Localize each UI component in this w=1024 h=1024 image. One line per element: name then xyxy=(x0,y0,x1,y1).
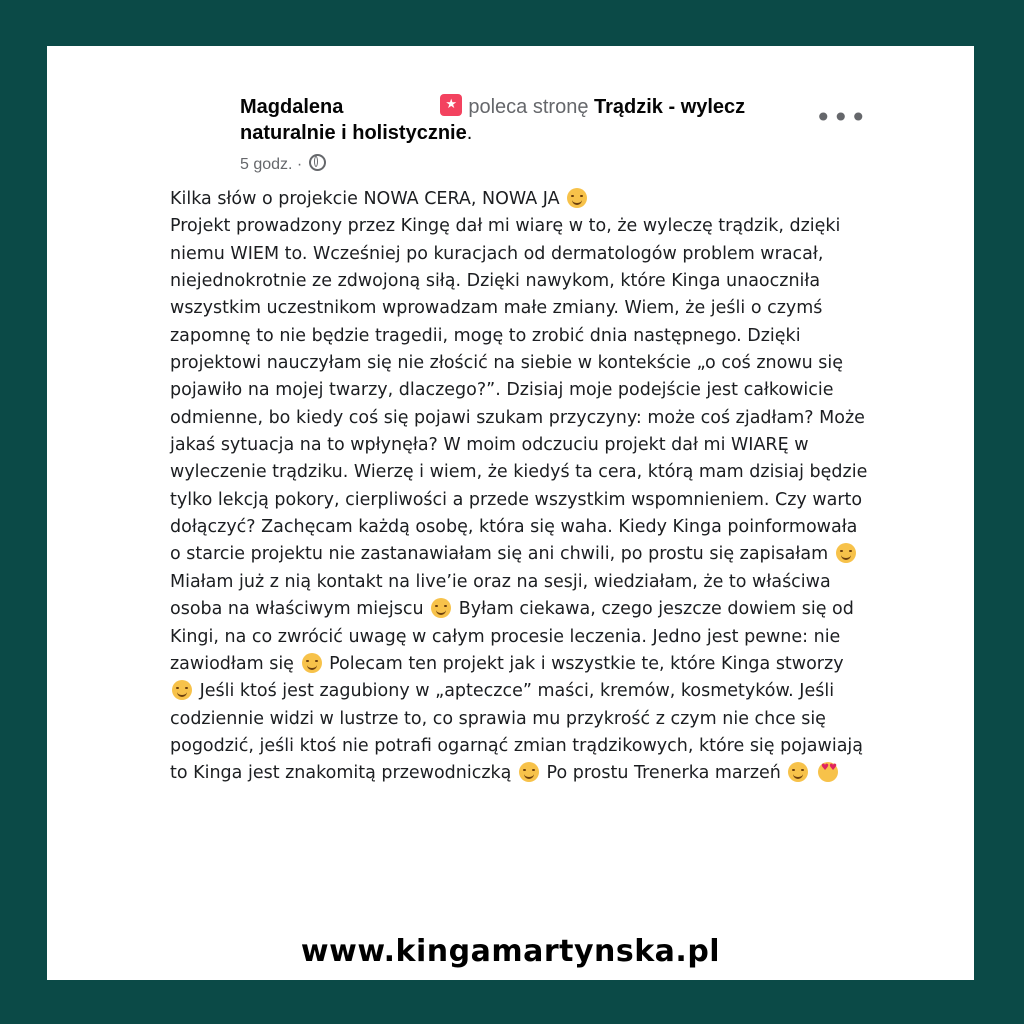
post-text-paragraph xyxy=(170,213,870,787)
text-segment: Jeśli ktoś jest zagubiony w „apteczce” maści, kremów, kosmetyków. Jeśli codziennie widzi w lustrze to, co sprawia mu przykrość z czym nie chce się pogodzić, jeśli ktoś nie potrafi ogarnąć zmian trądzikowych, które się pojawiają to Kinga jest znakomitą przewodniczką xyxy=(170,681,864,784)
recommend-icon xyxy=(440,94,462,116)
author-name[interactable]: Magdalena xyxy=(240,96,344,118)
heart-eyes-emoji xyxy=(818,762,838,782)
page-name-line1: Trądzik - wylecz xyxy=(594,96,746,118)
smiling-face-emoji xyxy=(431,598,451,618)
text-segment: Projekt prowadzony przez Kingę dał mi wiarę w to, że wyleczę trądzik, dzięki niemu WIEM to. Wcześniej po kuracjach od dermatologów problem wracał, niejednokrotnie ze zdwojoną siłą. Dzięki nawykom, które Kinga unaoczniła wszystkim uczestnikom wprowadzam małe zmiany. Wiem, że jeśli o czymś zapomnę to nie będzie tragedii, mogę to zrobić dnia następnego. Dzięki projektowi nauczyłam się nie złościć na siebie w kontekście „o coś znowu się pojawiło na mojej twarzy, dlaczego?”. Dzisiaj moje podejście jest całkowicie odmienne, bo kiedy coś się pojawi szukam przyczyny: może coś zjadłam? Może jakaś sytuacja na to wpłynęła? W moim odczuciu projekt dał mi WIARĘ w wyleczenie trądziku. Wierzę i wiem, że kiedyś ta cera, którą mam dzisiaj będzie tylko lekcją pokory, cierpliwości a przede wszystkim wspomnieniem. Czy warto dołączyć? Zachęcam każdą osobę, która się waha. Kiedy Kinga poinformowała o starcie projektu nie zastanawiałam się ani chwili, po prostu się zapisałam xyxy=(170,216,868,565)
post-time[interactable]: 5 godz. · xyxy=(240,156,303,173)
post-meta xyxy=(240,154,326,174)
footer-url: www.kingamartynska.pl xyxy=(300,934,721,969)
text-segment: Po prostu Trenerka marzeń xyxy=(546,763,787,784)
smiling-face-emoji xyxy=(567,188,587,208)
author-line xyxy=(240,94,840,146)
recommend-text: poleca stronę xyxy=(468,96,589,118)
post-header xyxy=(240,94,840,146)
smiling-face-emoji xyxy=(519,762,539,782)
smiling-face-emoji xyxy=(172,680,192,700)
text-segment: Kilka słów o projekcie NOWA CERA, NOWA JA xyxy=(170,189,566,209)
text-segment: Polecam ten projekt jak i wszystkie te, które Kinga stworzy xyxy=(329,653,844,674)
post-card xyxy=(47,46,974,980)
page-name-suffix: . xyxy=(466,122,473,144)
more-icon[interactable]: ••• xyxy=(815,101,868,134)
post-body xyxy=(170,186,870,788)
post-text-line-1 xyxy=(170,186,870,213)
smiling-face-emoji xyxy=(302,653,322,673)
globe-icon xyxy=(309,154,326,171)
text-segment: Byłam ciekawa, czego jeszcze dowiem się od Kingi, na co zwrócić uwagę w całym procesie leczenia. Jedno jest pewne: nie zawiodłam się xyxy=(170,599,854,674)
smiling-face-emoji xyxy=(788,762,808,782)
smiling-face-emoji xyxy=(836,543,856,563)
page-name-line2: naturalnie i holistycznie xyxy=(240,122,467,144)
text-segment: Miałam już z nią kontakt na live’ie oraz na sesji, wiedziałam, że to właściwa osoba na właściwym miejscu xyxy=(170,571,831,620)
